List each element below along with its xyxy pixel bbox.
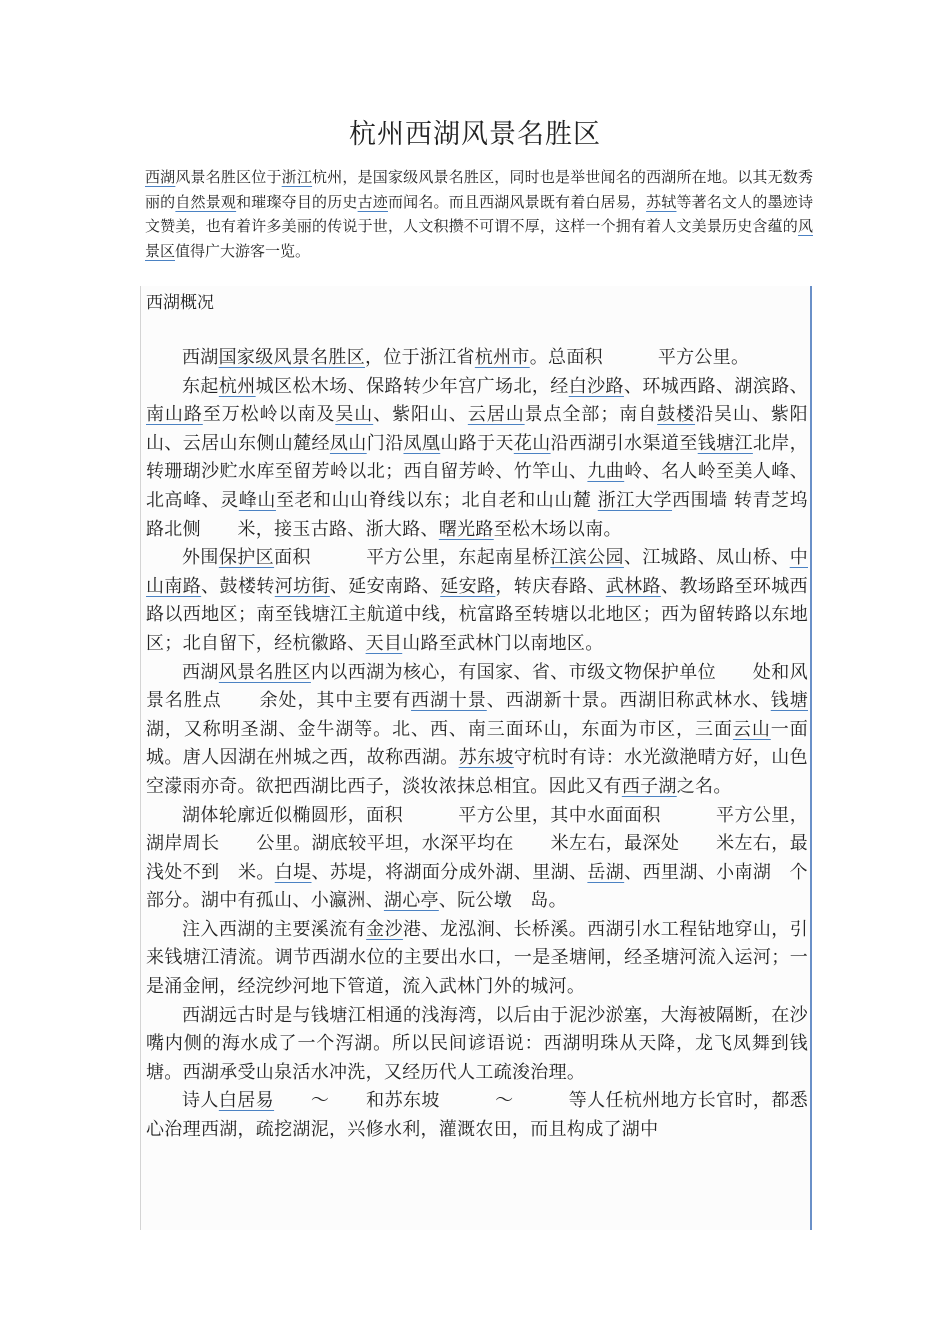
text-run: 山路至武林门以南地区。 xyxy=(402,632,604,654)
overview-paragraph xyxy=(146,802,808,916)
overview-box xyxy=(140,286,812,1230)
text-run: ，转庆春路、 xyxy=(495,575,606,597)
text-link[interactable]: 湖心亭 xyxy=(383,890,439,912)
text-run: 之名。 xyxy=(676,775,732,797)
text-link[interactable]: 河坊街 xyxy=(274,575,330,597)
text-link[interactable]: 凤凰 xyxy=(403,432,441,454)
text-run: 岭、名人岭至美人峰、北高峰、灵 xyxy=(146,461,809,511)
text-run: 诗人 xyxy=(182,1090,219,1112)
text-run: 西围墙 转青芝坞路北侧 米，接玉古路、浙大路、 xyxy=(146,489,808,540)
text-run: 湖体轮廓近似椭圆形，面积 平方公里，其中水面面积 平方公里，湖岸周长 公里。湖底较平坦，水深平均在 米左右，最深处 米左右，最浅处不到 米。 xyxy=(146,804,808,883)
text-run: ～ 和苏东坡 ～ 等人任杭州地方长官时，都悉心治理西湖，疏挖湖泥，兴修水利，灌溉农田，而且构成了湖中 xyxy=(146,1090,808,1141)
overview-paragraph xyxy=(146,659,808,802)
text-link[interactable]: 自然景观 xyxy=(175,192,237,211)
text-link[interactable]: 曙光路 xyxy=(438,518,494,540)
text-run: 而闻名。而且西湖风景既有着白居易， xyxy=(387,192,647,211)
text-link[interactable]: 吴山 xyxy=(335,404,374,426)
overview-paragraph xyxy=(146,344,808,373)
section-body xyxy=(146,344,808,1145)
text-link[interactable]: 浙江 xyxy=(281,168,313,186)
text-run: 外围 xyxy=(182,547,219,569)
text-run: 西湖 xyxy=(182,661,219,683)
text-run: 湖，又称明圣湖、金牛湖等。北、西、南三面环山，东面为市区，三面 xyxy=(146,718,733,740)
overview-paragraph xyxy=(146,373,808,545)
text-link[interactable]: 白堤 xyxy=(274,861,312,883)
text-run: 至松木场以南。 xyxy=(493,518,622,540)
text-run: 、阮公墩 岛。 xyxy=(438,890,567,912)
text-run: 、教场路至环城西路以西地区；南至钱塘江主航道中线，杭富路至转塘以北地区；西为留转路以东地区；北自留下，经杭徽路、 xyxy=(146,575,808,654)
text-link[interactable]: 国家级风景名胜区 xyxy=(218,347,366,368)
text-link[interactable]: 浙江大学 xyxy=(597,489,673,511)
overview-paragraph xyxy=(146,1087,808,1144)
text-run: 值得广大游客一览。 xyxy=(175,241,311,260)
text-link[interactable]: 鼓楼 xyxy=(657,404,696,426)
text-link[interactable]: 九曲 xyxy=(587,461,625,483)
text-run: 。总面积 平方公里。 xyxy=(529,347,750,368)
text-link[interactable]: 凤山 xyxy=(329,432,367,454)
text-link[interactable]: 武林路 xyxy=(605,575,661,597)
text-run: 景点全部；南自 xyxy=(524,404,658,426)
text-link[interactable]: 风景名胜区 xyxy=(218,661,311,683)
text-link[interactable]: 江滨公园 xyxy=(550,547,624,569)
text-link[interactable]: 西湖 xyxy=(145,168,176,186)
text-run: 、紫阳山、 xyxy=(373,404,468,426)
text-link[interactable]: 花山 xyxy=(513,432,551,454)
text-run: 至万松岭以南及 xyxy=(202,404,336,426)
text-link[interactable]: 天目 xyxy=(365,632,403,654)
text-link[interactable]: 云居山 xyxy=(467,404,525,426)
overview-paragraph xyxy=(146,1002,808,1088)
text-run: 注入西湖的主要溪流有 xyxy=(182,918,367,940)
text-link[interactable]: 岳湖 xyxy=(587,861,625,883)
text-link[interactable]: 延安路 xyxy=(440,575,496,597)
text-run: 和璀璨夺目的历史 xyxy=(236,192,358,211)
text-link[interactable]: 西湖十景 xyxy=(411,690,487,712)
section-title: 西湖概况 xyxy=(146,293,214,313)
text-run: 守杭时有诗：水光潋滟晴方好，山色空濛雨亦奇。欲把西湖比西子，淡妆浓抹总相宜。因此又有 xyxy=(146,747,808,797)
text-run: 城区松木场、保路转少年宫广场北，经 xyxy=(255,375,569,397)
text-run: 山路于天 xyxy=(440,432,514,454)
text-run: 、西湖新十景。西湖旧称武林水、 xyxy=(486,690,771,712)
overview-paragraph xyxy=(146,916,808,1002)
text-run: 内以西湖为核心，有国家、省、市级文物保护单位 处和风景名胜点 余处，其中主要有 xyxy=(146,661,808,712)
text-link[interactable]: 杭州 xyxy=(218,375,256,397)
text-run: 、西里湖、小南湖 个部分。湖中有孤山、小瀛洲、 xyxy=(146,861,808,912)
text-link[interactable]: 风景区 xyxy=(145,217,813,260)
text-run: 风景名胜区位于 xyxy=(175,168,282,186)
text-run: 西湖远古时是与钱塘江相通的浅海湾，以后由于泥沙淤塞，大海被隔断，在沙嘴内侧的海水成了一个泻湖。所以民间谚语说：西湖明珠从天降，龙飞凤舞到钱塘。西湖承受山泉活水冲洗，又经历代人工疏浚治理。 xyxy=(146,1004,808,1083)
text-run: ，位于浙江省 xyxy=(365,347,475,368)
text-link[interactable]: 峰山 xyxy=(238,489,276,511)
text-link[interactable]: 白沙路 xyxy=(568,375,624,397)
text-link[interactable]: 金沙 xyxy=(366,918,403,940)
text-run: 至老和山山脊线以东；北自老和山山麓 xyxy=(275,489,598,511)
page-title: 杭州西湖风景名胜区 xyxy=(349,119,601,150)
text-run: 面积 平方公里，东起南星桥 xyxy=(274,547,551,569)
text-link[interactable]: 白居易 xyxy=(218,1090,275,1112)
text-link[interactable]: 苏东坡 xyxy=(458,747,514,769)
text-run: 东起 xyxy=(182,375,219,397)
text-link[interactable]: 苏轼 xyxy=(646,192,677,211)
text-run: 、苏堤，将湖面分成外湖、里湖、 xyxy=(311,861,588,883)
text-run: 门沿 xyxy=(366,432,404,454)
text-run: 一面城。唐人因湖在州城之西，故称西湖。 xyxy=(146,718,808,769)
text-run: 沿西湖引水渠道至 xyxy=(550,432,698,454)
text-link[interactable]: 钱塘江 xyxy=(697,432,753,454)
text-link[interactable]: 古迹 xyxy=(357,192,388,211)
text-run: 、鼓楼转 xyxy=(201,575,275,597)
text-run: 港、龙泓涧、长桥溪。西湖引水工程钻地穿山，引来钱塘江清流。调节西湖水位的主要出水口，一是圣塘闸，经圣塘河流入运河；一是涌金闸，经浣纱河地下管道，流入武林门外的城河。 xyxy=(146,918,809,998)
text-run: 杭州，是国家级风景名胜区，同时也是举世闻名的西湖所在地。以其无数秀丽的 xyxy=(145,168,813,211)
text-link[interactable]: 云山 xyxy=(732,718,771,740)
text-run: 沿吴山、紫阳山、云居山东侧山麓经 xyxy=(146,404,808,454)
intro-paragraph xyxy=(145,165,813,263)
text-run: 西湖 xyxy=(182,347,219,368)
text-run: 等著名文人的墨迹诗文赞美，也有着许多美丽的传说于世，人文积攒不可谓不厚，这样一个拥有着人文美景历史含蕴的 xyxy=(145,192,813,235)
text-run: 北岸，转珊瑚沙贮水库至留芳岭以北；西自留芳岭、竹竿山、 xyxy=(146,432,808,483)
text-run: 、延安南路、 xyxy=(329,575,441,597)
text-link[interactable]: 钱塘 xyxy=(770,690,808,712)
text-link[interactable]: 南山路 xyxy=(146,404,203,426)
text-run: 、江城路、凤山桥、 xyxy=(623,547,790,569)
text-link[interactable]: 保护区 xyxy=(218,547,275,569)
overview-paragraph xyxy=(146,544,808,658)
text-link[interactable]: 杭州市 xyxy=(474,347,530,368)
text-link[interactable]: 西子湖 xyxy=(621,775,677,797)
text-run: 、环城西路、湖滨路、 xyxy=(623,375,808,397)
text-link[interactable]: 中山南路 xyxy=(146,547,808,597)
